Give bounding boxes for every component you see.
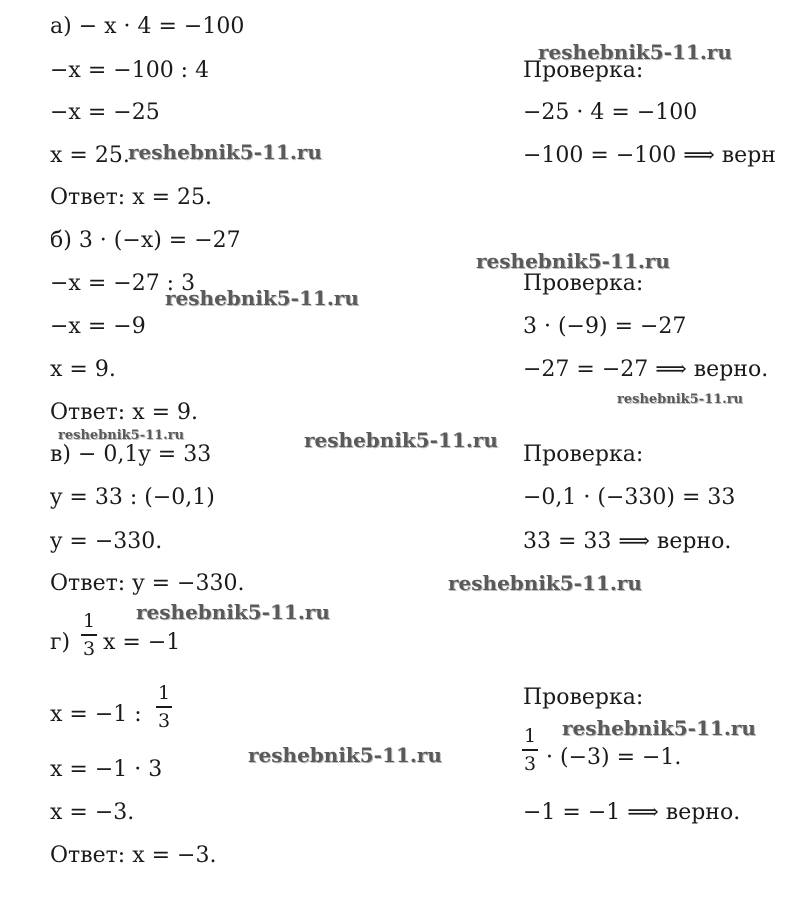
- part-a-equation: а) − x · 4 = −100: [50, 14, 245, 39]
- part-v-equation: в) − 0,1y = 33: [50, 442, 212, 467]
- part-b-step-2: −x = −9: [50, 314, 146, 339]
- part-a-check-1: −25 · 4 = −100: [523, 100, 698, 125]
- part-v-check-title: Проверка:: [523, 442, 644, 467]
- watermark: reshebnik5-11.ru: [304, 428, 498, 452]
- part-g-step-1-frac-num: 1: [157, 682, 171, 704]
- part-g-step-1-prefix: x = −1 :: [50, 702, 142, 727]
- part-b-equation: б) 3 · (−x) = −27: [50, 228, 241, 253]
- part-g-check-frac-num: 1: [523, 725, 537, 747]
- part-v-check-2: 33 = 33 ⟹ верно.: [523, 529, 732, 554]
- part-b-check-title: Проверка:: [523, 271, 644, 296]
- part-g-check-frac-den: 3: [523, 753, 537, 775]
- part-g-check-title: Проверка:: [523, 685, 644, 710]
- part-b-step-1: −x = −27 : 3: [50, 271, 196, 296]
- part-a-check-title: Проверка:: [523, 58, 644, 83]
- watermark: reshebnik5-11.ru: [58, 428, 185, 443]
- part-g-check-1-rest: · (−3) = −1.: [546, 745, 682, 770]
- part-g-equation-rest: x = −1: [103, 630, 181, 655]
- watermark: reshebnik5-11.ru: [476, 249, 670, 273]
- part-a-step-1: −x = −100 : 4: [50, 58, 210, 83]
- part-v-check-1: −0,1 · (−330) = 33: [523, 485, 736, 510]
- part-b-answer: Ответ: x = 9.: [50, 400, 199, 425]
- part-v-answer: Ответ: y = −330.: [50, 571, 245, 596]
- part-g-step-3: x = −3.: [50, 800, 135, 825]
- part-g-check-2: −1 = −1 ⟹ верно.: [523, 800, 741, 825]
- part-b-check-1: 3 · (−9) = −27: [523, 314, 687, 339]
- part-g-check-frac-bar: [522, 749, 538, 751]
- part-a-check-2: −100 = −100 ⟹ верн: [523, 143, 776, 168]
- part-g-label: г): [50, 630, 71, 655]
- watermark: reshebnik5-11.ru: [136, 600, 330, 624]
- part-g-step-1-frac-bar: [156, 706, 172, 708]
- watermark: reshebnik5-11.ru: [562, 716, 756, 740]
- watermark: reshebnik5-11.ru: [128, 140, 322, 164]
- part-g-frac-num: 1: [82, 610, 96, 632]
- part-g-frac-bar: [81, 634, 97, 636]
- part-b-step-3: x = 9.: [50, 357, 116, 382]
- part-a-answer: Ответ: x = 25.: [50, 185, 213, 210]
- part-b-check-2: −27 = −27 ⟹ верно.: [523, 357, 769, 382]
- part-g-step-2: x = −1 · 3: [50, 757, 163, 782]
- watermark: reshebnik5-11.ru: [538, 40, 732, 64]
- part-g-answer: Ответ: x = −3.: [50, 843, 217, 868]
- watermark: reshebnik5-11.ru: [617, 392, 744, 407]
- watermark: reshebnik5-11.ru: [448, 571, 642, 595]
- part-v-step-2: y = −330.: [50, 529, 163, 554]
- part-a-step-3: x = 25.: [50, 143, 130, 168]
- part-a-step-2: −x = −25: [50, 100, 160, 125]
- part-v-step-1: y = 33 : (−0,1): [50, 485, 215, 510]
- part-g-step-1-frac-den: 3: [157, 710, 171, 732]
- watermark: reshebnik5-11.ru: [248, 743, 442, 767]
- part-g-frac-den: 3: [82, 638, 96, 660]
- watermark: reshebnik5-11.ru: [165, 286, 359, 310]
